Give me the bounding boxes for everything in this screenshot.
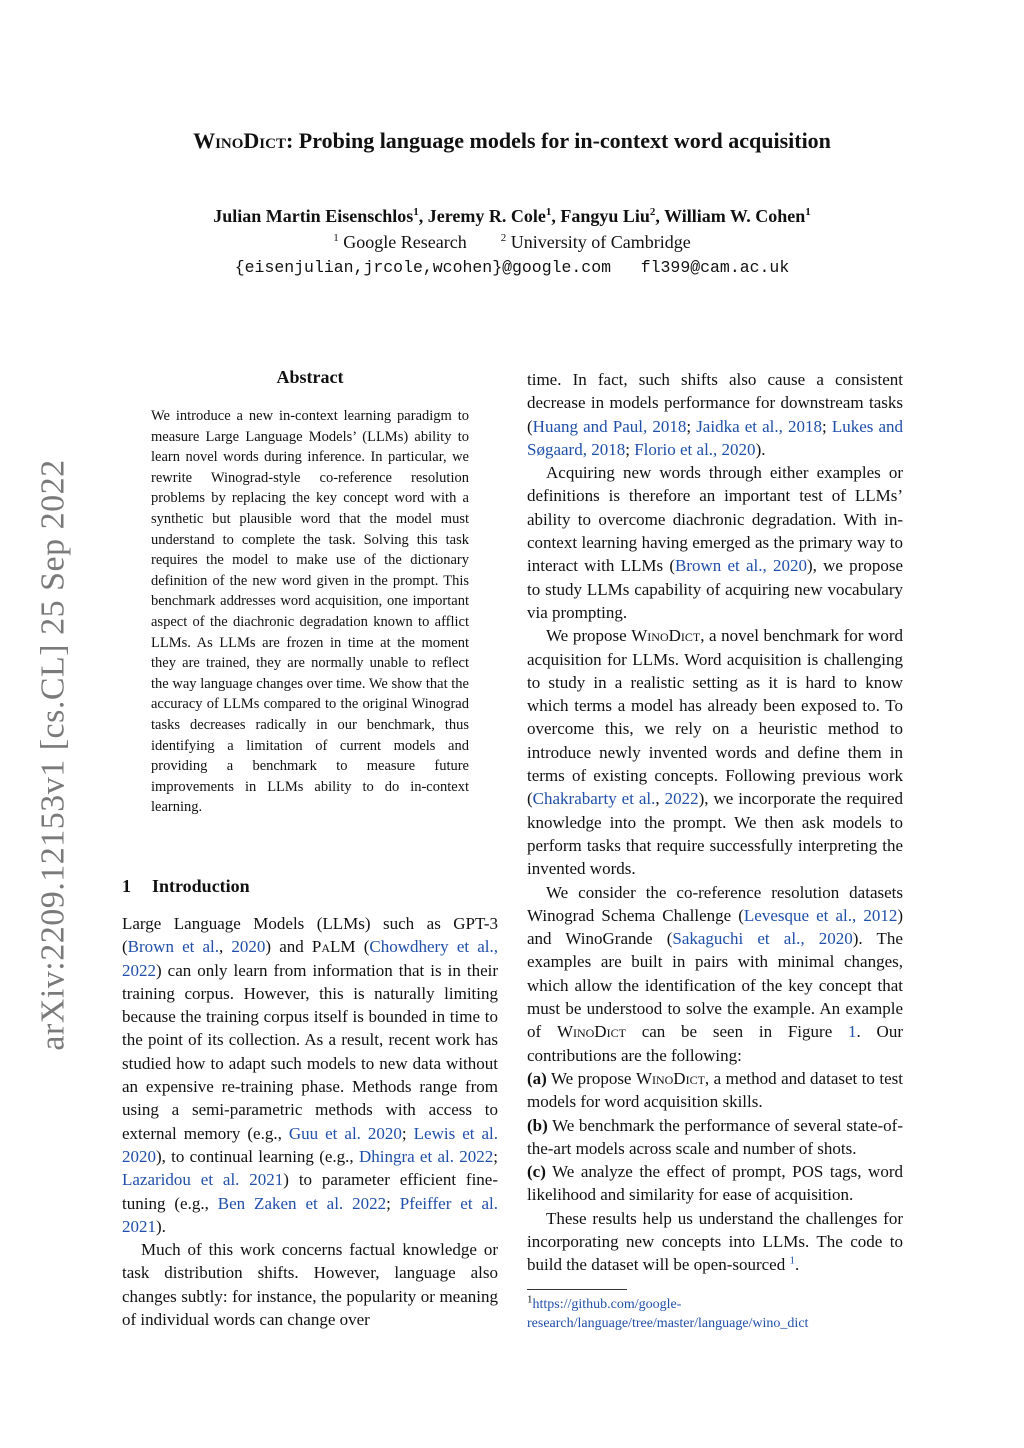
- benchmark-name: PaLM: [311, 937, 356, 957]
- text-run: ) and: [265, 937, 312, 957]
- affiliation: $^1$ Google Research: [333, 232, 467, 252]
- text-run: We propose: [546, 1068, 636, 1088]
- affiliations: [0, 232, 1024, 253]
- text-run: ;: [625, 439, 635, 459]
- contribution-label: (c): [527, 1162, 546, 1182]
- footnote-link[interactable]: https://github.com/google-research/language/tree/master/language/wino_dict: [527, 1297, 809, 1331]
- citation-link[interactable]: Jaidka et al., 2018: [696, 416, 822, 436]
- text-run: ).: [755, 439, 766, 459]
- text-run: ;: [401, 1123, 414, 1143]
- author: William W. Cohen$^1$: [664, 206, 811, 226]
- citation-link[interactable]: Guu et al. 2020: [288, 1123, 402, 1143]
- text-run: ;: [686, 416, 697, 436]
- footnote-rule: [527, 1289, 627, 1290]
- arxiv-identifier: arXiv:2209.12153v1 [cs.CL] 25 Sep 2022: [35, 459, 72, 1051]
- footnote-marker: 1: [527, 1293, 533, 1306]
- text-run: We propose: [546, 626, 632, 646]
- contribution-item: [527, 1160, 903, 1207]
- footnote: [527, 1295, 903, 1333]
- citation-link[interactable]: Lewis et al. 2020: [122, 1123, 498, 1166]
- citation-link[interactable]: Huang and Paul, 2018: [532, 416, 687, 436]
- citation-link[interactable]: Sakaguchi et al., 2020: [672, 929, 853, 949]
- text-run: .: [794, 1255, 800, 1275]
- citation-link[interactable]: Lazaridou et al. 2021: [122, 1170, 284, 1190]
- text-run: ,: [655, 789, 665, 809]
- text-run: These results help us understand the challenges for incorporating new concepts into LLMs. The code to build the dataset will be open-sourced: [527, 1208, 903, 1275]
- benchmark-name: WinoDict: [556, 1022, 626, 1042]
- contribution-label: (b): [527, 1115, 548, 1135]
- text-run: ), we propose to study LLMs capability of acquiring new vocabulary via prompting.: [527, 556, 903, 622]
- affiliation: $^2$ University of Cambridge: [500, 232, 691, 252]
- right-column: [527, 368, 903, 1277]
- text-run: ), we incorporate the required knowledge into the prompt. We then ask models to perform tasks that require successfully interpreting the invented words.: [527, 789, 904, 879]
- citation-link[interactable]: Ben Zaken et al. 2022: [217, 1193, 387, 1213]
- text-run: We benchmark the performance of several state-of-the-art models across scale and number of shots.: [527, 1115, 903, 1158]
- text-run: , a method and dataset to test models for word acquisition skills.: [527, 1068, 903, 1112]
- paper-title: [0, 128, 1024, 154]
- author: Julian Martin Eisenschlos$^1$,: [213, 206, 428, 226]
- text-run: Large Language Models (LLMs) such as GPT-3 (: [122, 914, 498, 957]
- citation-link[interactable]: Florio et al., 2020: [634, 439, 756, 459]
- text-run: ,: [219, 937, 232, 957]
- citation-link[interactable]: Lukes and Søgaard, 2018: [527, 416, 904, 459]
- paragraph: [527, 624, 903, 880]
- paragraph: [527, 1207, 903, 1277]
- title-rest: : Probing language models for in-context word acquisition: [285, 128, 831, 153]
- author: Fangyu Liu$^2$,: [560, 206, 665, 226]
- paragraph: [527, 881, 903, 1067]
- citation-link[interactable]: Dhingra et al. 2022: [358, 1146, 494, 1166]
- arxiv-sidebar-stamp: [28, 455, 80, 1055]
- text-run: , a novel benchmark for word acquisition for LLMs. Word acquisition is challenging to study in a realistic setting as it is hard to know which terms a model has already been exposed to. To overcome this, we rely on a heuristic method to introduce newly invented words and define them in terms of existing concepts. Following previous work (: [527, 626, 903, 809]
- citation-link[interactable]: Chowdhery et al., 2022: [122, 937, 498, 980]
- text-run: can be seen in Figure: [625, 1022, 849, 1042]
- benchmark-name: WinoDict: [635, 1068, 705, 1088]
- benchmark-name: WinoDict: [631, 626, 701, 646]
- citation-link[interactable]: 1: [848, 1022, 857, 1042]
- left-column: [122, 912, 498, 1331]
- author: Jeremy R. Cole$^1$,: [427, 206, 561, 226]
- section-title: Introduction: [152, 876, 250, 896]
- text-run: ), to continual learning (e.g.,: [156, 1146, 359, 1166]
- citation-link[interactable]: Brown et al.: [127, 937, 220, 957]
- contribution-label: (a): [527, 1068, 547, 1088]
- author-list: [0, 206, 1024, 227]
- title-benchmark-name: WinoDict: [193, 128, 286, 153]
- text-run: ). The examples are built in pairs with minimal changes, which allow the identification of the key concept that must be understood to solve the example. An example of: [527, 929, 903, 1042]
- text-run: ;: [821, 416, 832, 436]
- abstract-heading: Abstract: [276, 367, 344, 387]
- text-run: ) and WinoGrande (: [527, 905, 903, 949]
- text-run: ).: [156, 1216, 166, 1236]
- citation-link[interactable]: Chakrabarty et al.: [532, 789, 656, 809]
- author-emails: {eisenjulian,jrcole,wcohen}@google.com fl399@cam.ac.uk: [234, 258, 790, 277]
- contribution-item: [527, 1114, 903, 1161]
- paragraph: [527, 461, 903, 624]
- citation-link[interactable]: Levesque et al., 2012: [743, 905, 898, 925]
- text-run: We consider the co-reference resolution datasets Winograd Schema Challenge (: [527, 882, 903, 925]
- text-run: Acquiring new words through either examples or definitions is therefore an important test of LLMs’ ability to overcome diachronic degradation. With in-context learning having emerged as the primary way to interact with LLMs (: [527, 463, 903, 576]
- paragraph: Much of this work concerns factual knowledge or task distribution shifts. However, language also changes subtly: for instance, the popularity or meaning of individual words can change over: [122, 1240, 498, 1330]
- abstract-body: We introduce a new in-context learning paradigm to measure Large Language Models’ (LLMs) ability to learn novel words during inference. In particular, we rewrite Winograd-style co-reference resolution problems by replacing the key concept word with a synthetic but plausible word that the model must understand to complete the task. Solving this task requires the model to make use of the dictionary definition of the new word given in the prompt. This benchmark addresses word acquisition, one important aspect of the diachronic degradation known to afflict LLMs. As LLMs are frozen in time at the moment they are trained, they are normally unable to reflect the way language changes over time. We show that the accuracy of LLMs compared to the original Winograd tasks decreases radically in our benchmark, thus identifying a limitation of current models and providing a benchmark to measure future improvements in LLMs ability to do in-context learning.: [151, 408, 469, 816]
- citation-link[interactable]: Brown et al., 2020: [675, 556, 807, 576]
- paragraph: [122, 912, 498, 1238]
- footnote-ref: 1: [789, 1254, 795, 1267]
- text-run: time. In fact, such shifts also cause a consistent decrease in models performance for downstream tasks (: [527, 370, 903, 436]
- section-heading: [122, 876, 250, 897]
- text-run: . Our contributions are the following:: [527, 1022, 903, 1065]
- citation-link[interactable]: 2022: [664, 789, 699, 809]
- text-run: ;: [493, 1146, 498, 1166]
- paragraph: [527, 368, 903, 461]
- text-run: (: [355, 937, 370, 957]
- text-run: We analyze the effect of prompt, POS tags, word likelihood and similarity for ease of acquisition.: [527, 1162, 903, 1205]
- citation-link[interactable]: 2020: [231, 937, 266, 957]
- section-number: 1: [122, 876, 131, 896]
- text-run: ) to parameter efficient fine-tuning (e.g.,: [122, 1170, 498, 1213]
- contribution-item: [527, 1067, 903, 1114]
- text-run: ) can only learn from information that is in their training corpus. However, this is naturally limiting because the training corpus itself is bounded in time to the point of its collection. As a result, recent work has studied how to adapt such models to new data without an expensive re-training phase. Methods range from using a semi-parametric methods with access to external memory (e.g.,: [122, 960, 498, 1143]
- text-run: ;: [386, 1193, 400, 1213]
- citation-link[interactable]: Pfeiffer et al. 2021: [122, 1193, 498, 1236]
